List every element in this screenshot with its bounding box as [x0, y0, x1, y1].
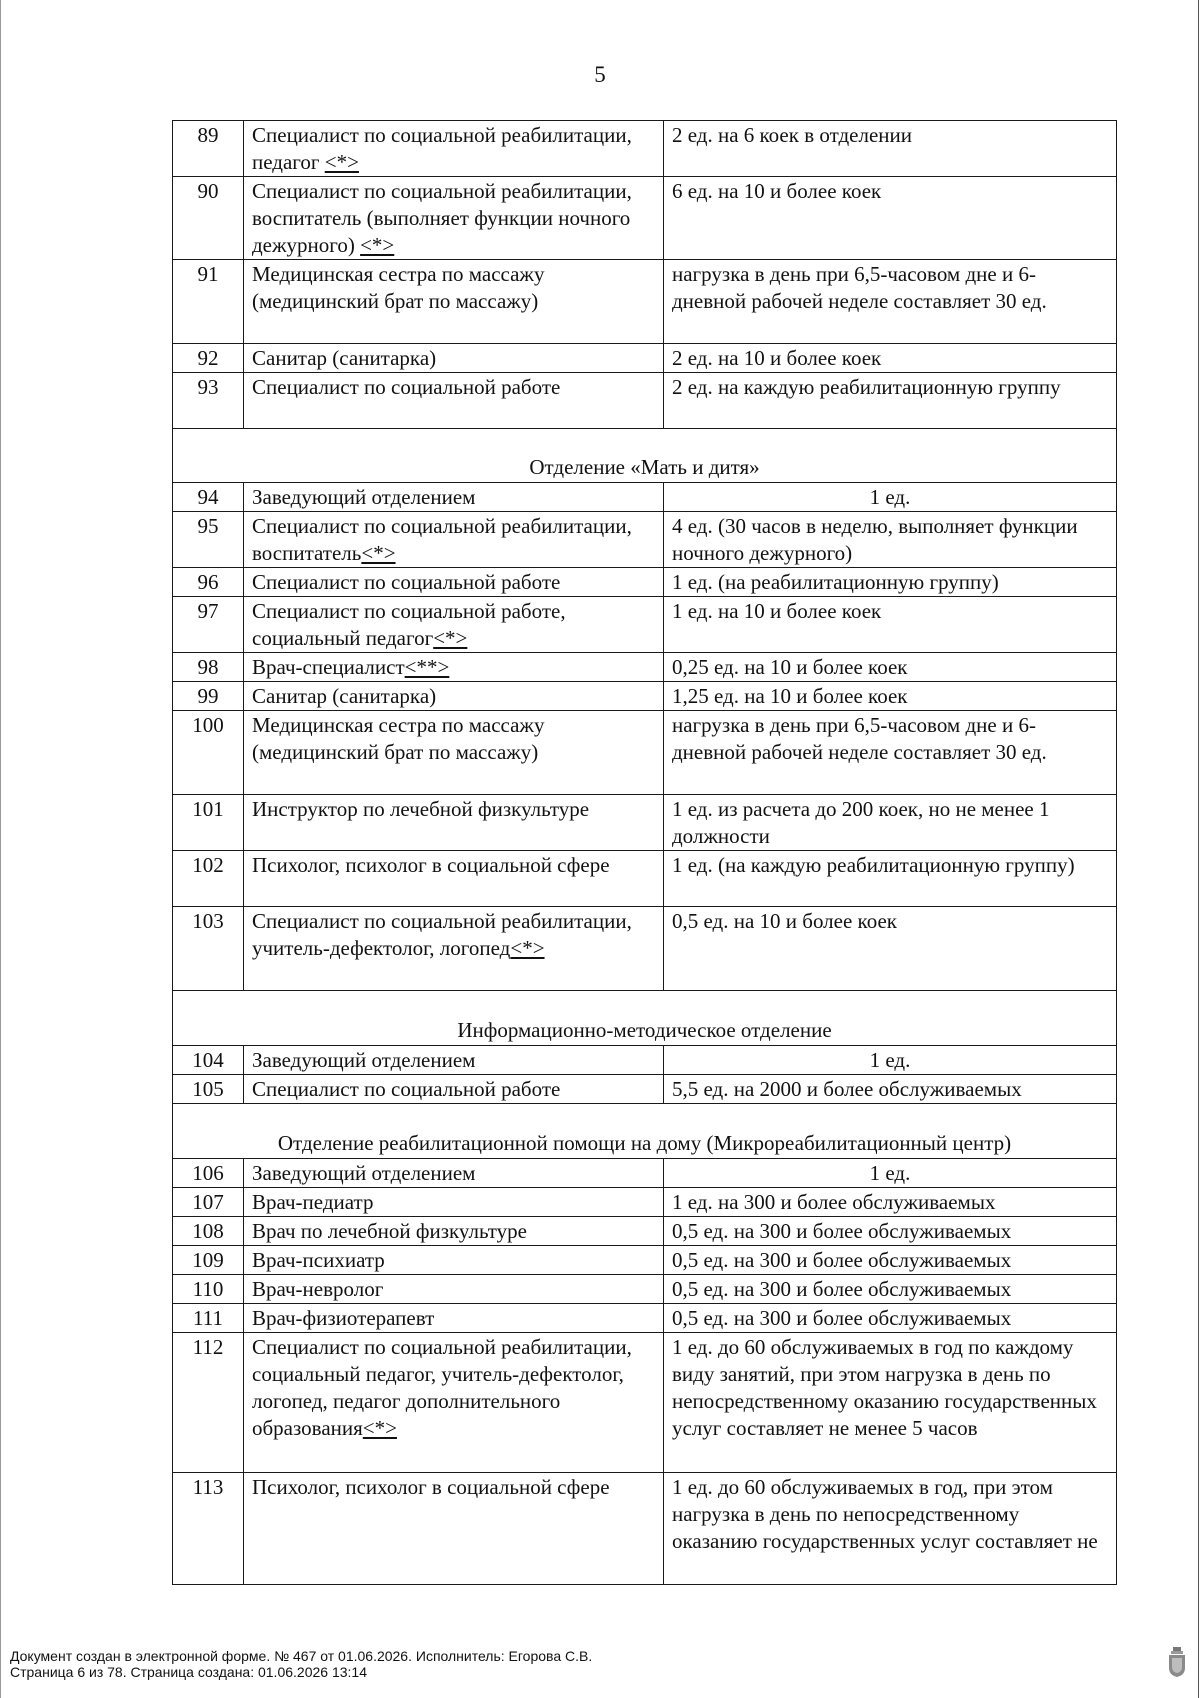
footnote-mark: <**>: [404, 655, 450, 679]
row-number: 109: [173, 1246, 244, 1275]
footer-line-2: Страница 6 из 78. Страница создана: 01.06.2026 13:14: [10, 1664, 367, 1680]
position-name: [244, 653, 664, 682]
position-text: Специалист по социальной работе: [252, 375, 561, 399]
row-number: 92: [173, 344, 244, 373]
staffing-table: [172, 120, 1117, 1585]
position-name: [244, 1046, 664, 1075]
footnote-mark: <*>: [362, 1416, 397, 1440]
table-row: [173, 1217, 1117, 1246]
footnote-mark: <*>: [433, 626, 468, 650]
scan-edge-left: [0, 0, 1, 1698]
position-text: Инструктор по лечебной физкультуре: [252, 797, 590, 821]
position-text: Специалист по социальной реабилитации, социальный педагог, учитель-дефектолог, логопед, педагог дополнительного образования: [252, 1335, 632, 1440]
table-row: [173, 653, 1117, 682]
section-header-row: [173, 1104, 1117, 1159]
position-name: [244, 907, 664, 991]
staffing-norm: 0,5 ед. на 300 и более обслуживаемых: [664, 1246, 1117, 1275]
position-name: [244, 682, 664, 711]
row-number: 94: [173, 483, 244, 512]
table-row: [173, 907, 1117, 991]
coat-of-arms-icon: [1166, 1646, 1188, 1678]
staffing-norm: 1 ед. (на реабилитационную группу): [664, 568, 1117, 597]
position-name: [244, 177, 664, 260]
staffing-norm: 1 ед.: [664, 1046, 1117, 1075]
staffing-norm: 1 ед. до 60 обслуживаемых в год, при этом нагрузка в день по непосредственному оказанию государственных услуг составляет не: [664, 1473, 1117, 1585]
position-name: [244, 121, 664, 177]
row-number: 104: [173, 1046, 244, 1075]
row-number: 98: [173, 653, 244, 682]
page-number: 5: [594, 62, 606, 87]
table-row: [173, 568, 1117, 597]
staffing-norm: 1 ед. из расчета до 200 коек, но не менее 1 должности: [664, 795, 1117, 851]
table-row: [173, 1304, 1117, 1333]
staffing-norm: нагрузка в день при 6,5-часовом дне и 6-дневной рабочей неделе составляет 30 ед.: [664, 711, 1117, 795]
staffing-norm: 0,5 ед. на 10 и более коек: [664, 907, 1117, 991]
position-text: Санитар (санитарка): [252, 346, 437, 370]
position-text: Специалист по социальной работе: [252, 1077, 561, 1101]
position-name: [244, 1217, 664, 1246]
section-header-row: [173, 429, 1117, 483]
position-name: [244, 344, 664, 373]
row-number: 108: [173, 1217, 244, 1246]
position-text: Специалист по социальной реабилитации, воспитатель (выполняет функции ночного дежурного): [252, 179, 632, 257]
position-text: Санитар (санитарка): [252, 684, 437, 708]
row-number: 95: [173, 512, 244, 568]
position-text: Врач-физиотерапевт: [252, 1306, 435, 1330]
position-text: Заведующий отделением: [252, 1161, 476, 1185]
row-number: 112: [173, 1333, 244, 1473]
table-row: [173, 512, 1117, 568]
position-name: [244, 1075, 664, 1104]
staffing-norm: 1 ед. до 60 обслуживаемых в год по каждому виду занятий, при этом нагрузка в день по непосредственному оказанию государственных услуг составляет не менее 5 часов: [664, 1333, 1117, 1473]
staffing-norm: 1 ед. на 10 и более коек: [664, 597, 1117, 653]
staffing-norm: 1 ед.: [664, 483, 1117, 512]
table-row: [173, 373, 1117, 429]
position-name: [244, 512, 664, 568]
row-number: 99: [173, 682, 244, 711]
row-number: 96: [173, 568, 244, 597]
table-row: [173, 260, 1117, 344]
staffing-norm: 0,5 ед. на 300 и более обслуживаемых: [664, 1304, 1117, 1333]
position-name: [244, 711, 664, 795]
row-number: 110: [173, 1275, 244, 1304]
row-number: 89: [173, 121, 244, 177]
staffing-norm: 4 ед. (30 часов в неделю, выполняет функции ночного дежурного): [664, 512, 1117, 568]
table-row: [173, 1275, 1117, 1304]
position-text: Врач-педиатр: [252, 1190, 374, 1214]
staffing-norm: 1 ед. (на каждую реабилитационную группу): [664, 851, 1117, 907]
position-text: Врач по лечебной физкультуре: [252, 1219, 527, 1243]
position-name: [244, 1333, 664, 1473]
position-name: [244, 1275, 664, 1304]
table-row: [173, 483, 1117, 512]
staffing-norm: 2 ед. на каждую реабилитационную группу: [664, 373, 1117, 429]
footnote-mark: <*>: [510, 936, 545, 960]
table-row: [173, 597, 1117, 653]
table-row: [173, 1075, 1117, 1104]
staffing-norm: 5,5 ед. на 2000 и более обслуживаемых: [664, 1075, 1117, 1104]
row-number: 111: [173, 1304, 244, 1333]
table-row: [173, 344, 1117, 373]
section-title: Отделение «Мать и дитя»: [173, 429, 1117, 483]
position-text: Специалист по социальной реабилитации, педагог: [252, 123, 632, 174]
position-text: Заведующий отделением: [252, 485, 476, 509]
document-footer: [10, 1648, 592, 1680]
row-number: 106: [173, 1159, 244, 1188]
position-name: [244, 260, 664, 344]
table-row: [173, 851, 1117, 907]
position-text: Врач-психиатр: [252, 1248, 385, 1272]
staffing-norm: 2 ед. на 10 и более коек: [664, 344, 1117, 373]
footnote-mark: <*>: [361, 541, 396, 565]
table-row: [173, 121, 1117, 177]
table-row: [173, 1046, 1117, 1075]
position-name: [244, 795, 664, 851]
footnote-mark: <*>: [324, 150, 359, 174]
staffing-norm: 0,5 ед. на 300 и более обслуживаемых: [664, 1217, 1117, 1246]
position-text: Психолог, психолог в социальной сфере: [252, 1475, 610, 1499]
row-number: 91: [173, 260, 244, 344]
position-name: [244, 373, 664, 429]
position-text: Специалист по социальной работе: [252, 570, 561, 594]
position-text: Специалист по социальной реабилитации, воспитатель: [252, 514, 632, 565]
position-name: [244, 483, 664, 512]
position-name: [244, 1304, 664, 1333]
row-number: 113: [173, 1473, 244, 1585]
staffing-norm: 0,5 ед. на 300 и более обслуживаемых: [664, 1275, 1117, 1304]
table-row: [173, 1159, 1117, 1188]
row-number: 105: [173, 1075, 244, 1104]
position-text: Специалист по социальной реабилитации, учитель-дефектолог, логопед: [252, 909, 632, 960]
position-name: [244, 1246, 664, 1275]
section-title: Отделение реабилитационной помощи на дому (Микрореабилитационный центр): [173, 1104, 1117, 1159]
section-header-row: [173, 991, 1117, 1046]
position-text: Заведующий отделением: [252, 1048, 476, 1072]
position-name: [244, 1188, 664, 1217]
staffing-norm: 1 ед.: [664, 1159, 1117, 1188]
staffing-norm: 1,25 ед. на 10 и более коек: [664, 682, 1117, 711]
position-name: [244, 851, 664, 907]
position-text: Врач-невролог: [252, 1277, 384, 1301]
row-number: 97: [173, 597, 244, 653]
staffing-norm: нагрузка в день при 6,5-часовом дне и 6-дневной рабочей неделе составляет 30 ед.: [664, 260, 1117, 344]
staffing-norm: 1 ед. на 300 и более обслуживаемых: [664, 1188, 1117, 1217]
position-text: Врач-специалист: [252, 655, 405, 679]
position-name: [244, 568, 664, 597]
staffing-norm: 2 ед. на 6 коек в отделении: [664, 121, 1117, 177]
footer-line-1: Документ создан в электронной форме. № 467 от 01.06.2026. Исполнитель: Егорова С.В.: [10, 1648, 593, 1664]
table-row: [173, 1246, 1117, 1275]
table-row: [173, 177, 1117, 260]
row-number: 102: [173, 851, 244, 907]
row-number: 90: [173, 177, 244, 260]
staffing-norm: 0,25 ед. на 10 и более коек: [664, 653, 1117, 682]
position-text: Специалист по социальной работе, социальный педагог: [252, 599, 566, 650]
row-number: 101: [173, 795, 244, 851]
position-text: Медицинская сестра по массажу (медицинский брат по массажу): [252, 713, 545, 764]
scan-edge-right: [1198, 0, 1199, 1698]
table-row: [173, 1473, 1117, 1585]
section-title: Информационно-методическое отделение: [173, 991, 1117, 1046]
table-row: [173, 1333, 1117, 1473]
row-number: 107: [173, 1188, 244, 1217]
position-text: Медицинская сестра по массажу (медицинский брат по массажу): [252, 262, 545, 313]
position-text: Психолог, психолог в социальной сфере: [252, 853, 610, 877]
staffing-norm: 6 ед. на 10 и более коек: [664, 177, 1117, 260]
row-number: 103: [173, 907, 244, 991]
row-number: 93: [173, 373, 244, 429]
position-name: [244, 597, 664, 653]
footnote-mark: <*>: [360, 233, 395, 257]
table-row: [173, 795, 1117, 851]
table-row: [173, 711, 1117, 795]
table-row: [173, 1188, 1117, 1217]
row-number: 100: [173, 711, 244, 795]
table-row: [173, 682, 1117, 711]
position-name: [244, 1473, 664, 1585]
position-name: [244, 1159, 664, 1188]
